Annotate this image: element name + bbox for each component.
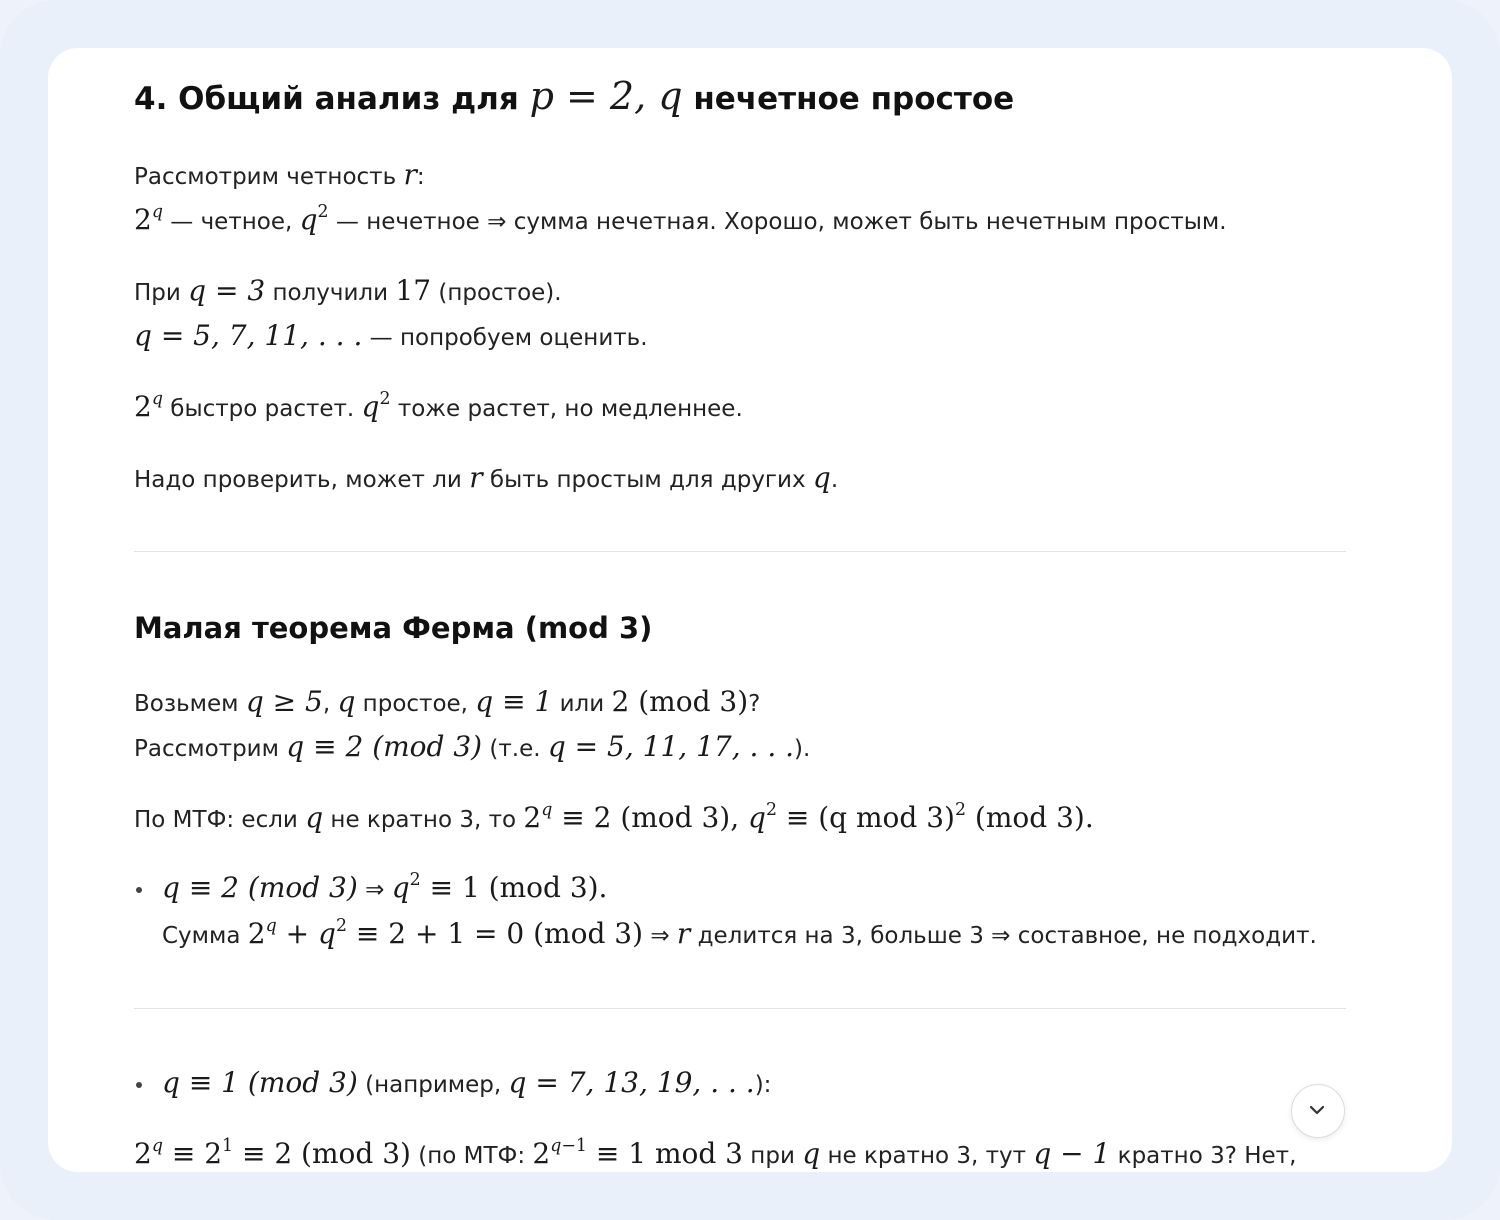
bullet-marker (136, 887, 142, 893)
paragraph-consider-q2: Рассмотрим q ≡ 2 (mod 3) (т.е. q = 5, 11, 17, . . .). (134, 730, 811, 763)
paragraph-check: Надо проверить, может ли r быть простым для других q. (134, 461, 839, 494)
section-heading-general-analysis: 4. Общий анализ для p = 2, q нечетное простое (134, 74, 1015, 118)
paragraph-q3: При q = 3 получили 17 (простое). (134, 274, 562, 307)
list-item-q1-case: q ≡ 1 (mod 3) (например, q = 7, 13, 19, . . .): (162, 1066, 772, 1099)
paragraph-take-q: Возьмем q ≥ 5, q простое, q ≡ 1 или 2 (mod 3)? (134, 685, 761, 718)
chevron-down-icon (1308, 1103, 1326, 1117)
scroll-to-bottom-button[interactable] (1291, 1084, 1345, 1138)
list-item-q2-case: q ≡ 2 (mod 3) ⇒ $q^2 \equiv 1$ (mod 3). (162, 869, 608, 904)
paragraph-parity-detail: 2$^q$ — четное, $q^2$ — нечетное ⇒ сумма нечетная. Хорошо, может быть нечетным простым. (134, 201, 1227, 236)
section-divider (134, 551, 1346, 552)
paragraph-q-list: q = 5, 7, 11, . . . — попробуем оценить. (134, 319, 648, 352)
section-heading-fermat: Малая теорема Ферма (mod 3) (134, 611, 653, 645)
chat-message-card (48, 48, 1452, 1172)
bullet-marker (136, 1082, 142, 1088)
paragraph-parity: Рассмотрим четность r: (134, 158, 425, 191)
list-item-q2-sum: Сумма $2^q + q^2 \equiv 2 + 1 = 0$ (mod 3) ⇒ r делится на 3, больше 3 ⇒ составное, не подходит. (162, 915, 1317, 950)
paragraph-q1-detail: $2^q \equiv 2^1 \equiv 2$ (mod 3) (по МТФ: $2^{q-1} \equiv 1$ mod 3 при q не кратно 3, тут q − 1 кратно 3? Нет, (134, 1135, 1297, 1170)
paragraph-fermat-rule: По МТФ: если q не кратно 3, то $2^q \equiv 2$ (mod 3), $q^2 \equiv (q$ mod 3)$^2$ (mod 3). (134, 799, 1094, 834)
paragraph-growth: 2$^q$ быстро растет. $q^2$ тоже растет, но медленнее. (134, 388, 743, 423)
section-divider (134, 1008, 1346, 1009)
